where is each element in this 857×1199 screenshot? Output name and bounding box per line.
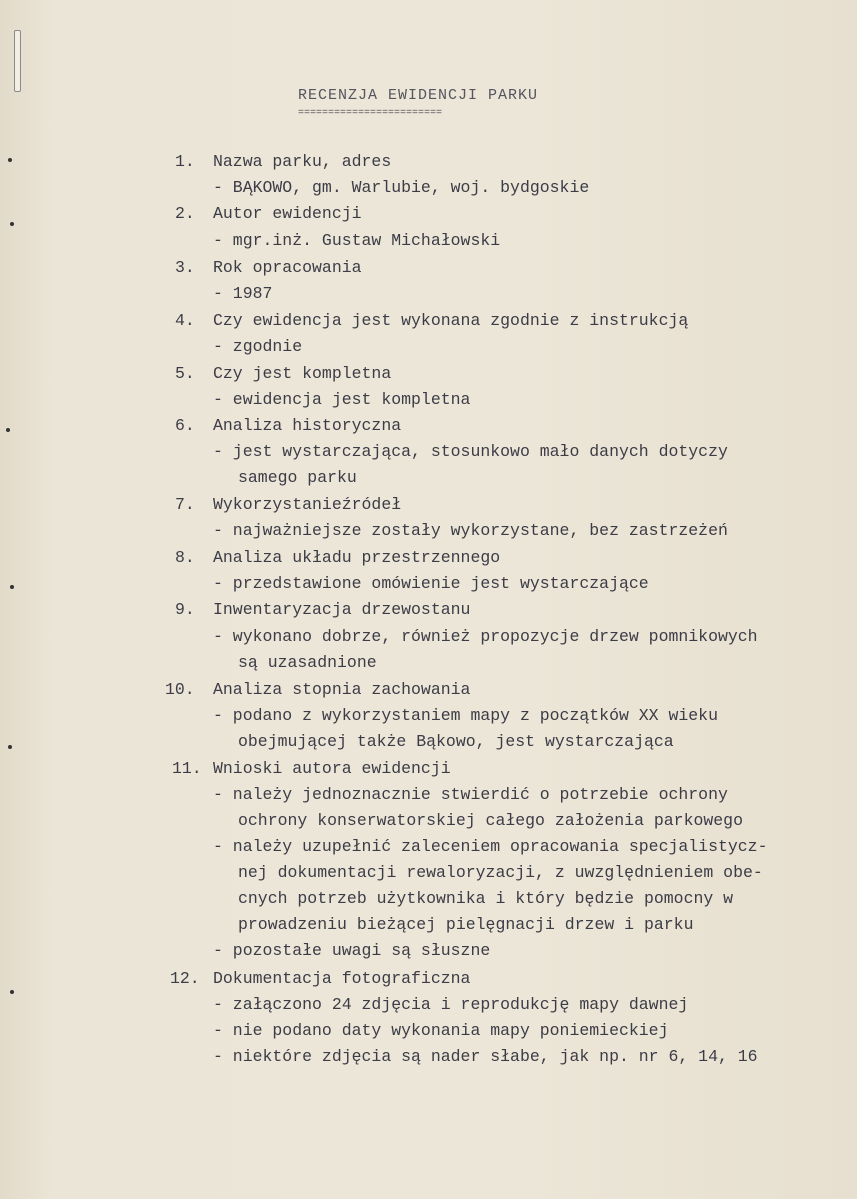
- margin-dot: [10, 222, 14, 226]
- item-detail: - zgodnie: [213, 337, 303, 356]
- item-heading: Nazwa parku, adres: [213, 152, 392, 171]
- item-detail: - należy uzupełnić zaleceniem opracowania specjalistycz-: [213, 837, 768, 856]
- item-detail: cnych potrzeb użytkownika i który będzie pomocny w: [238, 889, 734, 908]
- item-detail: - pozostałe uwagi są słuszne: [213, 941, 491, 960]
- item-number: 5.: [175, 364, 195, 383]
- item-number: 8.: [175, 548, 195, 567]
- item-detail: prowadzeniu bieżącej pielęgnacji drzew i parku: [238, 915, 694, 934]
- item-number: 1.: [175, 152, 195, 171]
- item-heading: Analiza historyczna: [213, 416, 402, 435]
- item-heading: Inwentaryzacja drzewostanu: [213, 600, 471, 619]
- binder-mark: [14, 30, 21, 92]
- item-detail: są uzasadnione: [238, 653, 377, 672]
- margin-dot: [8, 745, 12, 749]
- margin-dot: [8, 158, 12, 162]
- item-number: 6.: [175, 416, 195, 435]
- item-number: 7.: [175, 495, 195, 514]
- item-heading: Czy ewidencja jest wykonana zgodnie z instrukcją: [213, 311, 689, 330]
- item-number: 4.: [175, 311, 195, 330]
- document-title: RECENZJA EWIDENCJI PARKU: [298, 87, 539, 104]
- item-detail: - załączono 24 zdjęcia i reprodukcję mapy dawnej: [213, 995, 689, 1014]
- item-number: 2.: [175, 204, 195, 223]
- item-detail: - ewidencja jest kompletna: [213, 390, 471, 409]
- item-detail: obejmującej także Bąkowo, jest wystarczająca: [238, 732, 674, 751]
- item-detail: - mgr.inż. Gustaw Michałowski: [213, 231, 501, 250]
- item-number: 12.: [170, 969, 200, 988]
- item-detail: - przedstawione omówienie jest wystarczające: [213, 574, 649, 593]
- item-detail: samego parku: [238, 468, 357, 487]
- item-detail: - najważniejsze zostały wykorzystane, bez zastrzeżeń: [213, 521, 728, 540]
- item-detail: - niektóre zdjęcia są nader słabe, jak np. nr 6, 14, 16: [213, 1047, 758, 1066]
- item-heading: Wykorzystanieźródeł: [213, 495, 402, 514]
- item-detail: nej dokumentacji rewaloryzacji, z uwzględnieniem obe-: [238, 863, 763, 882]
- item-detail: - 1987: [213, 284, 273, 303]
- item-detail: - należy jednoznacznie stwierdić o potrzebie ochrony: [213, 785, 728, 804]
- item-detail: - podano z wykorzystaniem mapy z początków XX wieku: [213, 706, 718, 725]
- item-heading: Dokumentacja fotograficzna: [213, 969, 471, 988]
- margin-dot: [10, 585, 14, 589]
- item-detail: ochrony konserwatorskiej całego założenia parkowego: [238, 811, 743, 830]
- margin-dot: [10, 990, 14, 994]
- item-heading: Wnioski autora ewidencji: [213, 759, 451, 778]
- item-number: 3.: [175, 258, 195, 277]
- margin-dot: [6, 428, 10, 432]
- item-detail: - nie podano daty wykonania mapy poniemieckiej: [213, 1021, 669, 1040]
- item-heading: Rok opracowania: [213, 258, 362, 277]
- item-detail: - BĄKOWO, gm. Warlubie, woj. bydgoskie: [213, 178, 590, 197]
- item-detail: - jest wystarczająca, stosunkowo mało danych dotyczy: [213, 442, 728, 461]
- item-heading: Autor ewidencji: [213, 204, 362, 223]
- item-number: 11.: [172, 759, 202, 778]
- item-detail: - wykonano dobrze, również propozycje drzew pomnikowych: [213, 627, 758, 646]
- item-number: 9.: [175, 600, 195, 619]
- title-underline: ========================: [298, 108, 443, 119]
- item-heading: Analiza stopnia zachowania: [213, 680, 471, 699]
- item-number: 10.: [165, 680, 195, 699]
- item-heading: Analiza układu przestrzennego: [213, 548, 501, 567]
- item-heading: Czy jest kompletna: [213, 364, 392, 383]
